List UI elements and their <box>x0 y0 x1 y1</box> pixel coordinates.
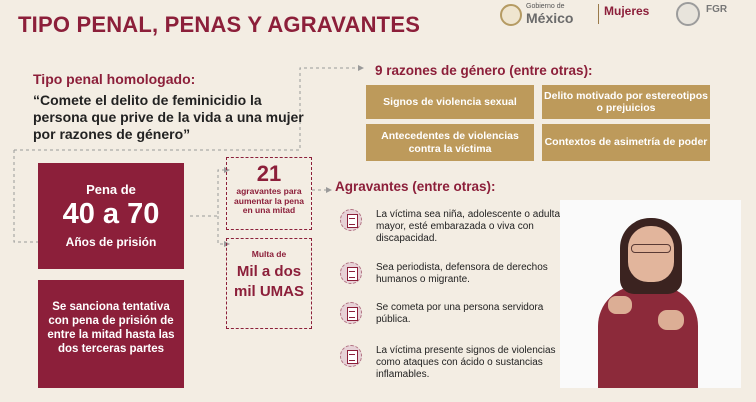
agravantes-count-text: agravantes para aumentar la pena en una mitad <box>234 186 304 215</box>
agravantes-count-number: 21 <box>256 161 282 186</box>
agravante-text: Se cometa por una persona servidora pública. <box>376 302 544 325</box>
agravante-item <box>340 345 562 385</box>
razon-item: Contextos de asimetría de poder <box>542 124 710 161</box>
agravante-item <box>340 209 562 249</box>
gobierno-logo-small: Gobierno de <box>526 3 565 10</box>
document-icon <box>340 345 362 367</box>
interpreter-face <box>628 226 674 282</box>
tipo-penal-quote: “Comete el delito de feminicidio la persona que prive de la vida a una mujer por razones de género” <box>33 92 304 142</box>
agravantes-label: Agravantes (entre otras): <box>335 179 496 194</box>
fgr-seal-icon <box>676 2 700 26</box>
tentativa-box: Se sanciona tentativa con pena de prisión de entre la mitad hasta las dos terceras partes <box>38 280 184 388</box>
agravante-item <box>340 262 562 302</box>
page-title: TIPO PENAL, PENAS Y AGRAVANTES <box>18 12 421 37</box>
agravantes-count-box <box>226 157 312 230</box>
sign-language-interpreter <box>560 200 741 388</box>
gobierno-seal-icon <box>500 4 522 26</box>
agravante-text: La víctima sea niña, adolescente o adulta mayor, esté embarazada o viva con discapacidad. <box>376 209 561 244</box>
multa-big: Mil a dos mil UMAS <box>233 263 304 300</box>
razones-label: 9 razones de género (entre otras): <box>375 63 593 78</box>
pena-label: Pena de <box>86 182 136 197</box>
hand-icon <box>608 296 632 314</box>
glasses-icon <box>631 244 671 253</box>
pena-sub: Años de prisión <box>65 235 157 249</box>
pena-range: 40 a 70 <box>62 198 160 230</box>
razon-item: Delito motivado por estereotipos o prejuicios <box>542 85 710 119</box>
header-logos <box>500 0 756 30</box>
tipo-penal-label: Tipo penal homologado: <box>33 71 196 87</box>
document-icon <box>340 262 362 284</box>
document-icon <box>340 302 362 324</box>
logo-divider <box>598 4 599 24</box>
gobierno-logo-big: México <box>526 10 574 26</box>
hand-icon <box>658 310 684 330</box>
razon-item: Signos de violencia sexual <box>366 85 534 119</box>
agravante-text: Sea periodista, defensora de derechos humanos o migrante. <box>376 262 548 285</box>
razon-item: Antecedentes de violencias contra la víctima <box>366 124 534 161</box>
fgr-logo: FGR <box>706 4 728 15</box>
mujeres-logo: Mujeres <box>604 4 650 18</box>
document-icon <box>340 209 362 231</box>
agravante-text: La víctima presente signos de violencias como ataques con ácido o sustancias inflamables. <box>376 345 556 380</box>
agravante-item <box>340 302 562 342</box>
multa-box <box>226 238 312 329</box>
gobierno-logo <box>500 2 592 28</box>
pena-box <box>38 163 184 269</box>
multa-small: Multa de <box>251 249 287 259</box>
